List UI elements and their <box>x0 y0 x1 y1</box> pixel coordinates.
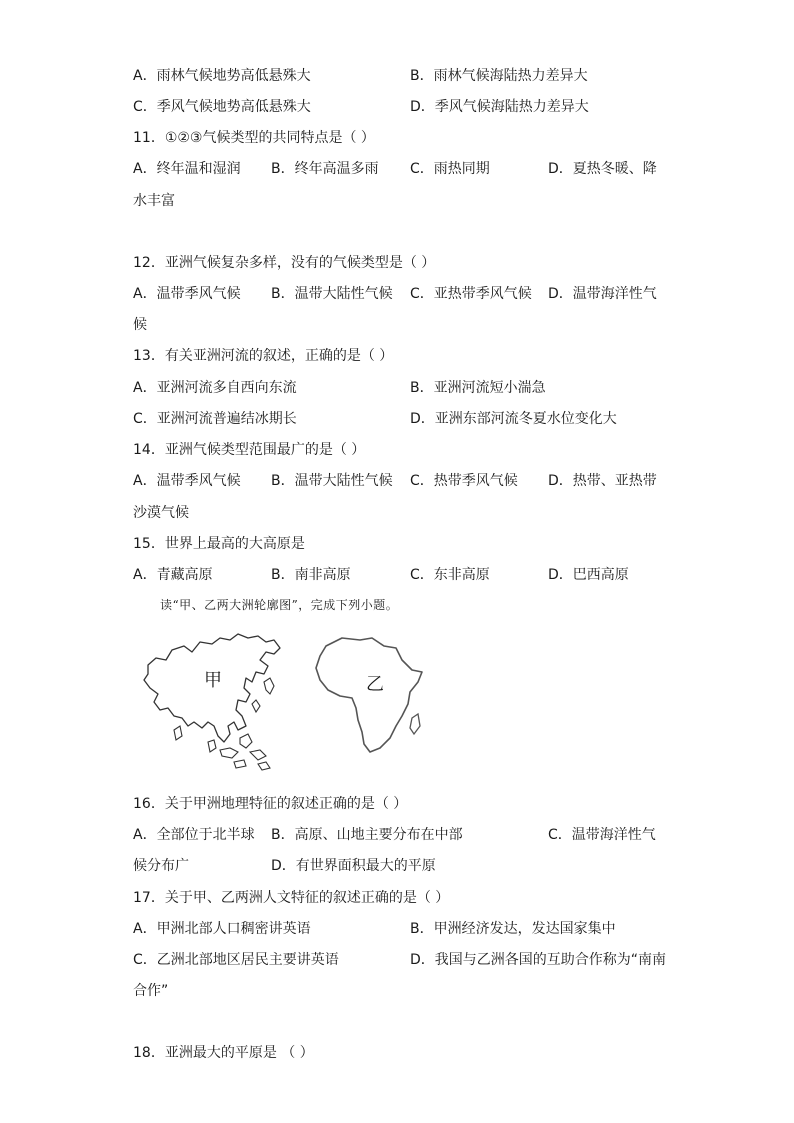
q12-option-c: C．亚热带季风气候 <box>410 286 532 302</box>
q17-option-b: B．甲洲经济发达，发达国家集中 <box>410 921 616 937</box>
q14-option-d: D．热带、亚热带 <box>548 473 657 489</box>
q12-stem: 12．亚洲气候复杂多样，没有的气候类型是（ ） <box>133 255 436 271</box>
q11-option-d-continued: 水丰富 <box>133 193 175 209</box>
q18-stem: 18．亚洲最大的平原是 （ ） <box>133 1045 314 1061</box>
q13-stem: 13．有关亚洲河流的叙述，正确的是（ ） <box>133 348 394 364</box>
q16-option-c-continued: 候分布广 <box>133 858 189 874</box>
map-intro-text: 读“甲、乙两大洲轮廓图”，完成下列小题。 <box>160 598 399 612</box>
q17-option-d: D．我国与乙洲各国的互助合作称为“南南 <box>410 952 667 968</box>
q17-stem: 17．关于甲、乙两洲人文特征的叙述正确的是（ ） <box>133 890 450 906</box>
asia-outline-map <box>134 630 296 775</box>
q14-stem: 14．亚洲气候类型范围最广的是（ ） <box>133 442 366 458</box>
q13-option-d: D．亚洲东部河流冬夏水位变化大 <box>410 411 617 427</box>
q17-option-c: C．乙洲北部地区居民主要讲英语 <box>133 952 339 968</box>
q11-option-b: B．终年高温多雨 <box>271 161 379 177</box>
q11-option-d: D．夏热冬暖、降 <box>548 161 657 177</box>
q11-option-c: C．雨热同期 <box>410 161 490 177</box>
q14-option-a: A．温带季风气候 <box>133 473 241 489</box>
q11-stem: 11．①②③气候类型的共同特点是（ ） <box>133 130 375 146</box>
q13-option-c: C．亚洲河流普遍结冰期长 <box>133 411 297 427</box>
q10-option-b: B．雨林气候海陆热力差异大 <box>410 68 588 84</box>
q12-option-a: A．温带季风气候 <box>133 286 241 302</box>
map-label-jia: 甲 <box>204 670 222 691</box>
q10-option-c: C．季风气候地势高低悬殊大 <box>133 99 311 115</box>
q16-option-a: A．全部位于北半球 <box>133 827 255 843</box>
q15-stem: 15．世界上最高的大高原是 <box>133 536 305 552</box>
q14-option-b: B．温带大陆性气候 <box>271 473 393 489</box>
q11-option-a: A．终年温和湿润 <box>133 161 241 177</box>
q10-option-d: D．季风气候海陆热力差异大 <box>410 99 589 115</box>
q17-option-a: A．甲洲北部人口稠密讲英语 <box>133 921 311 937</box>
africa-outline-map <box>312 634 430 758</box>
q12-option-d: D．温带海洋性气 <box>548 286 657 302</box>
q13-option-b: B．亚洲河流短小湍急 <box>410 380 546 396</box>
q13-option-a: A．亚洲河流多自西向东流 <box>133 380 297 396</box>
q12-option-d-continued: 候 <box>133 317 147 333</box>
q15-option-d: D．巴西高原 <box>548 567 629 583</box>
q12-option-b: B．温带大陆性气候 <box>271 286 393 302</box>
q16-option-c: C．温带海洋性气 <box>548 827 656 843</box>
q14-option-c: C．热带季风气候 <box>410 473 518 489</box>
q17-option-d-continued: 合作” <box>133 983 169 999</box>
q16-option-b: B．高原、山地主要分布在中部 <box>271 827 463 843</box>
q15-option-b: B．南非高原 <box>271 567 351 583</box>
q15-option-a: A．青藏高原 <box>133 567 213 583</box>
q16-stem: 16．关于甲洲地理特征的叙述正确的是（ ） <box>133 796 408 812</box>
q16-option-d: D．有世界面积最大的平原 <box>271 858 436 874</box>
map-label-yi: 乙 <box>366 674 384 695</box>
q14-option-d-continued: 沙漠气候 <box>133 505 189 521</box>
q10-option-a: A．雨林气候地势高低悬殊大 <box>133 68 311 84</box>
q15-option-c: C．东非高原 <box>410 567 490 583</box>
